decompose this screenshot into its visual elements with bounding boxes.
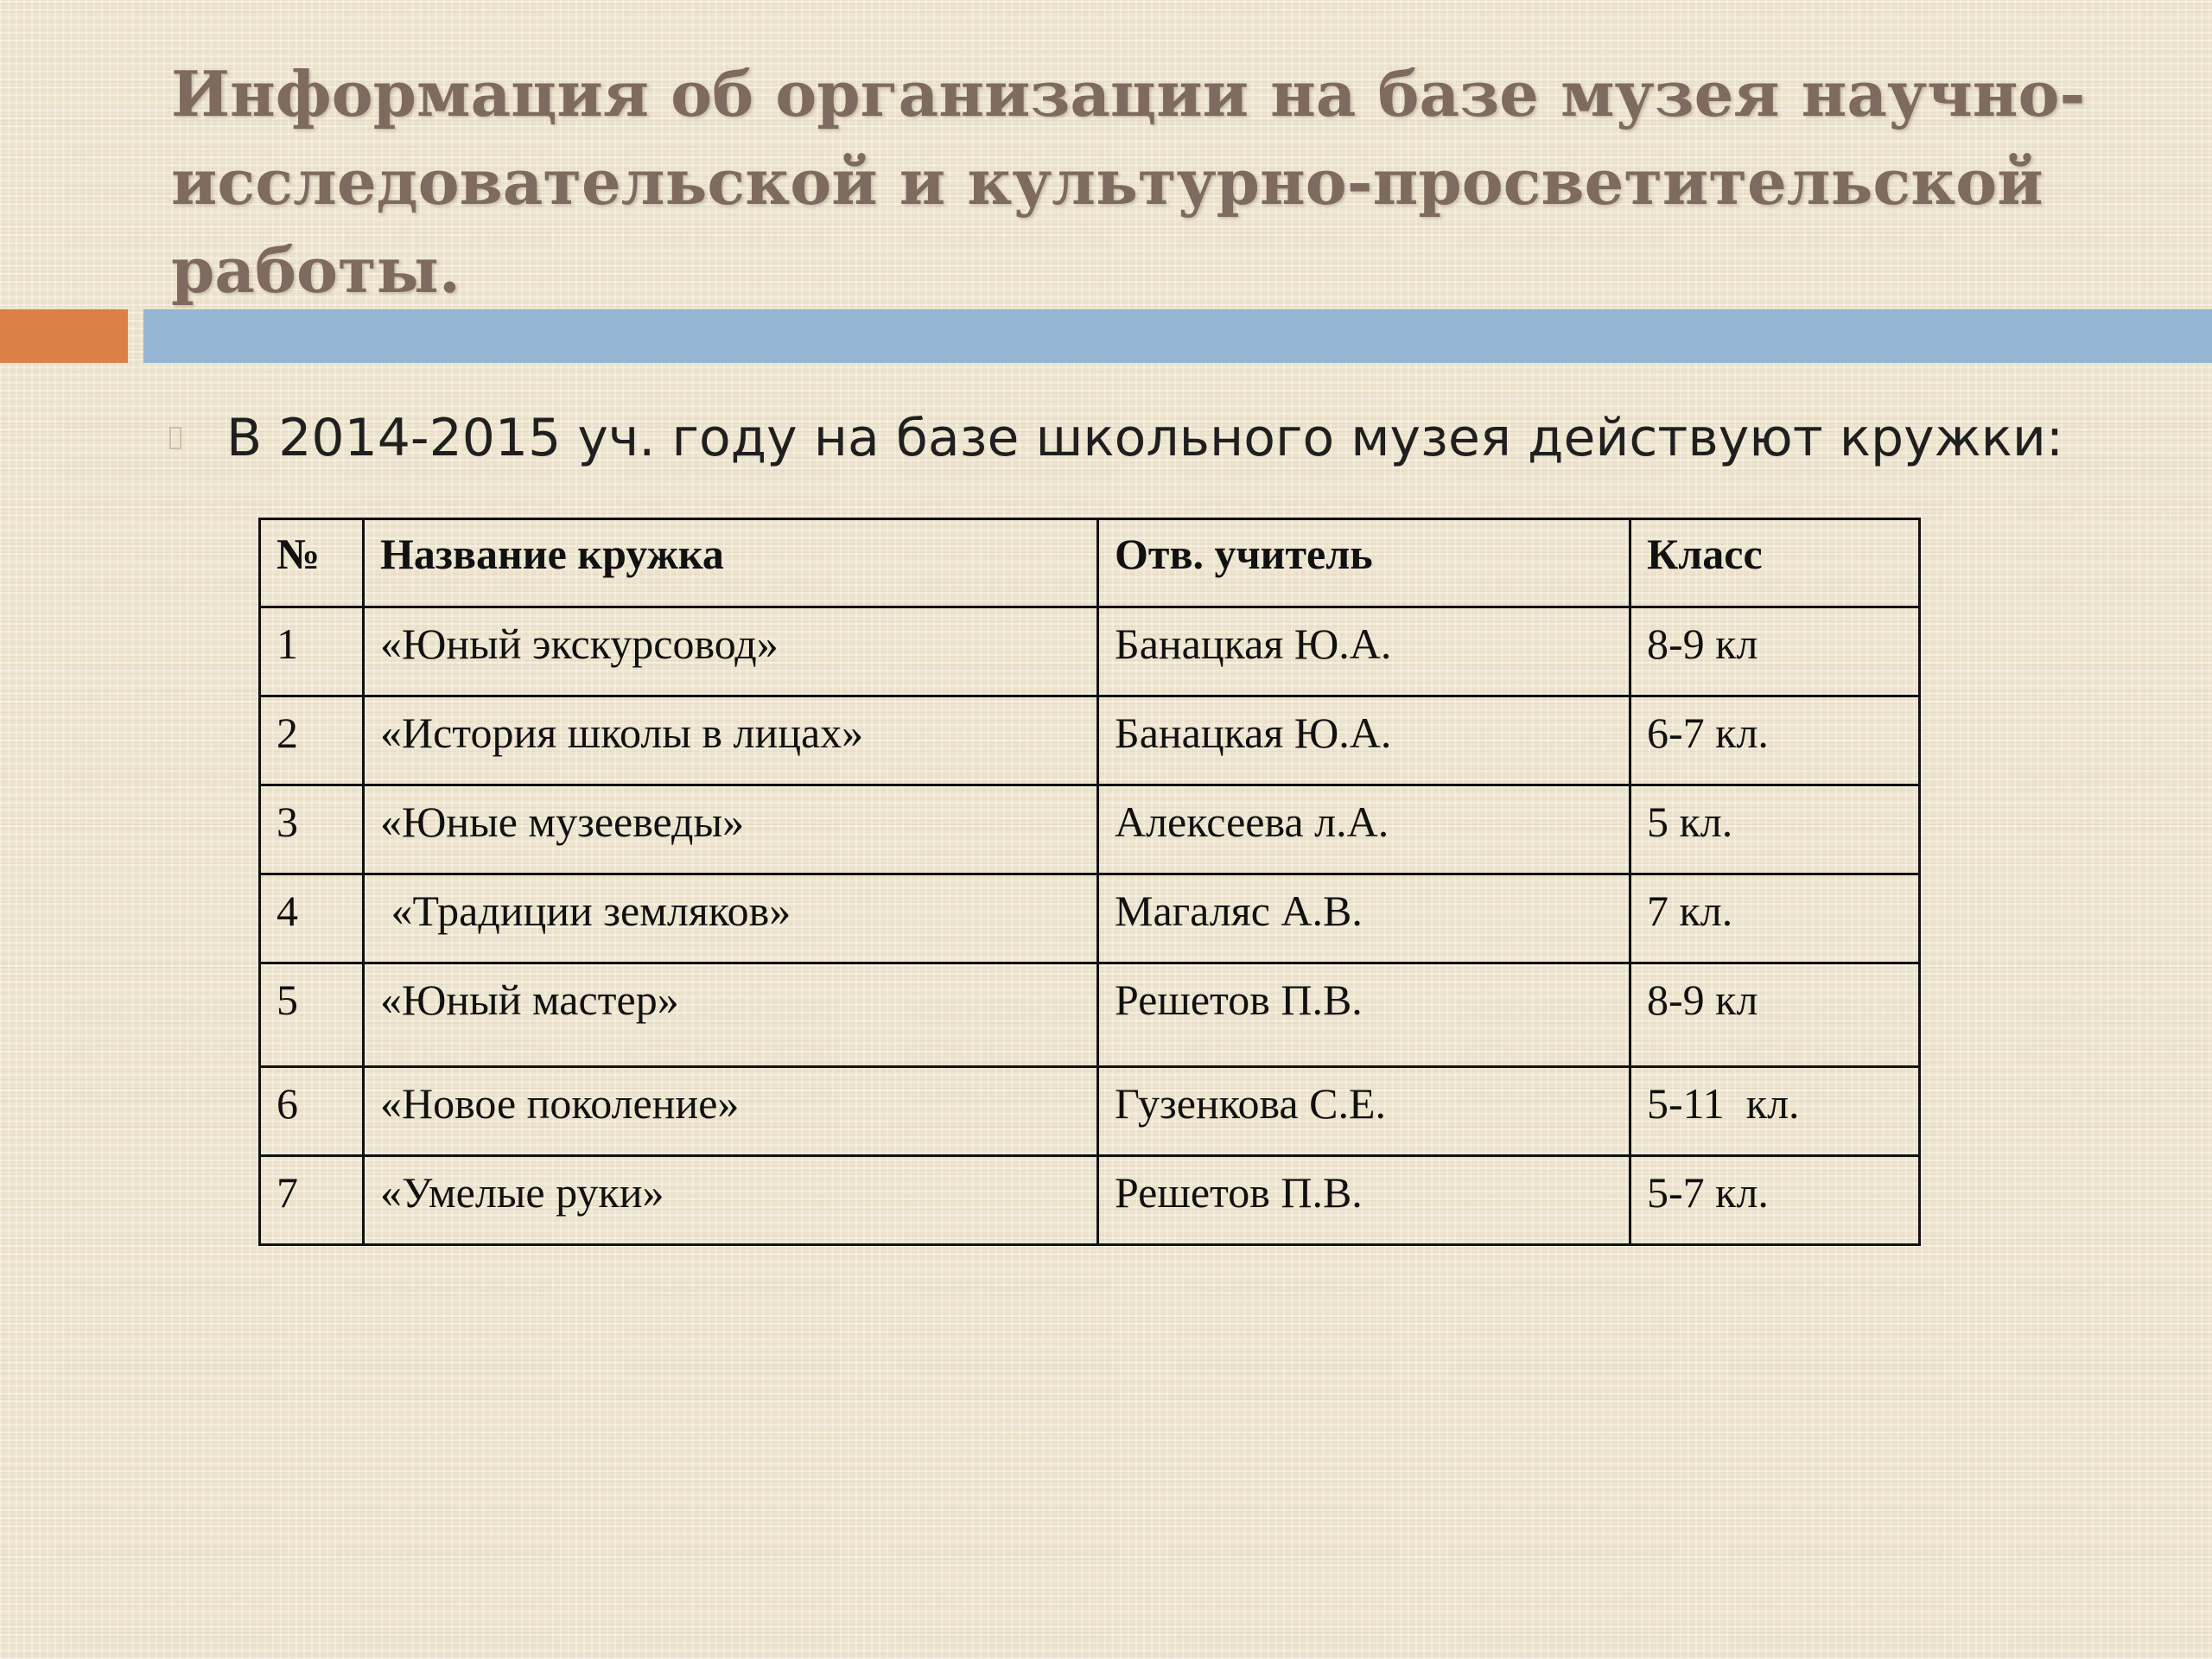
- cell-club-name: «Юный экскурсовод»: [364, 607, 1098, 696]
- accent-bar-orange: [0, 309, 128, 363]
- cell-grade: 5 кл.: [1630, 785, 1920, 874]
- cell-grade: 7 кл.: [1630, 874, 1920, 963]
- cell-teacher: Алексеева л.А.: [1098, 785, 1630, 874]
- cell-number: 2: [260, 696, 364, 785]
- bullet-icon: [169, 427, 181, 449]
- accent-bar-blue: [143, 309, 2212, 363]
- cell-number: 6: [260, 1067, 364, 1156]
- cell-grade: 6-7 кл.: [1630, 696, 1920, 785]
- table-row: [260, 874, 1920, 963]
- cell-club-name: «Юные музееведы»: [364, 785, 1098, 874]
- cell-club-name: «Новое поколение»: [364, 1067, 1098, 1156]
- header-number: №: [260, 519, 364, 607]
- cell-number: 1: [260, 607, 364, 696]
- cell-club-name: «История школы в лицах»: [364, 696, 1098, 785]
- cell-teacher: Банацкая Ю.А.: [1098, 696, 1630, 785]
- slide-title: Информация об организации на базе музея научно-исследовательской и культурно-просветительской работы.: [171, 57, 2086, 307]
- cell-teacher: Решетов П.В.: [1098, 1156, 1630, 1245]
- cell-teacher: Магаляс А.В.: [1098, 874, 1630, 963]
- cell-number: 3: [260, 785, 364, 874]
- clubs-table: [258, 518, 1921, 1246]
- cell-teacher: Гузенкова С.Е.: [1098, 1067, 1630, 1156]
- header-grade: Класс: [1630, 519, 1920, 607]
- table-row: [260, 785, 1920, 874]
- cell-number: 7: [260, 1156, 364, 1245]
- cell-teacher: Решетов П.В.: [1098, 963, 1630, 1067]
- table-row: [260, 1156, 1920, 1245]
- cell-club-name: «Умелые руки»: [364, 1156, 1098, 1245]
- cell-number: 4: [260, 874, 364, 963]
- cell-club-name: «Традиции земляков»: [364, 874, 1098, 963]
- cell-grade: 8-9 кл: [1630, 963, 1920, 1067]
- header-teacher: Отв. учитель: [1098, 519, 1630, 607]
- cell-number: 5: [260, 963, 364, 1067]
- header-club-name: Название кружка: [364, 519, 1098, 607]
- cell-grade: 5-11 кл.: [1630, 1067, 1920, 1156]
- cell-grade: 8-9 кл: [1630, 607, 1920, 696]
- table-row: [260, 1067, 1920, 1156]
- cell-grade: 5-7 кл.: [1630, 1156, 1920, 1245]
- table-header-row: [260, 519, 1920, 607]
- cell-club-name: «Юный мастер»: [364, 963, 1098, 1067]
- table-row: [260, 696, 1920, 785]
- bullet-text: В 2014-2015 уч. году на базе школьного музея действуют кружки:: [226, 408, 2064, 468]
- table-row: [260, 607, 1920, 696]
- bullet-paragraph: [169, 399, 2183, 477]
- cell-teacher: Банацкая Ю.А.: [1098, 607, 1630, 696]
- table-row: [260, 963, 1920, 1067]
